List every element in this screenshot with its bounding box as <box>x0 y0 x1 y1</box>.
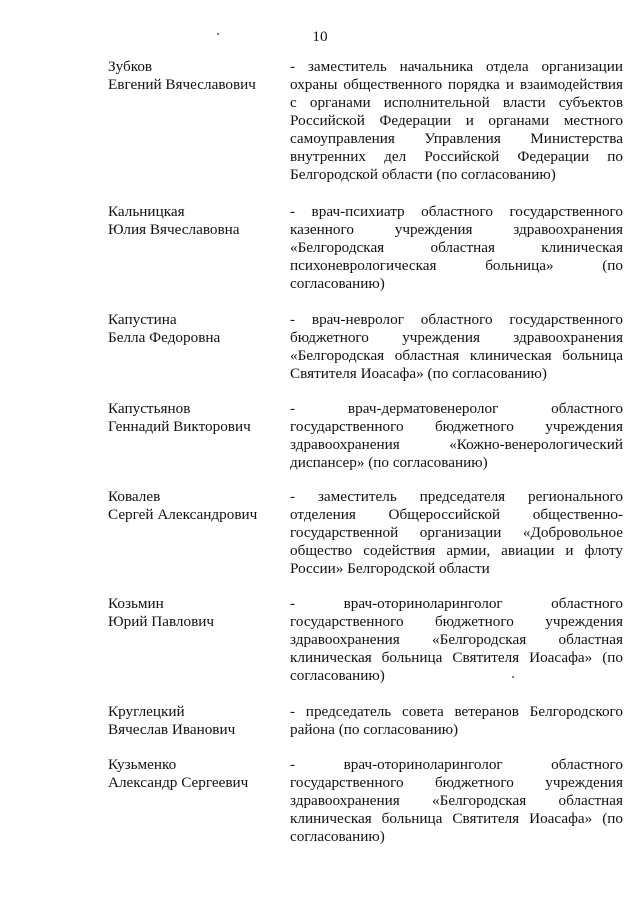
member-role-text: - врач-дерматовенеролог областного государственного бюджетного учреждения здравоохранения «Кожно-венерологический диспансер» (по согласованию) <box>290 400 623 471</box>
scan-speck <box>217 33 219 35</box>
member-surname: Кузьменко <box>108 756 177 773</box>
member-given-names: Юрий Павлович <box>108 613 215 630</box>
member-name <box>108 400 283 436</box>
member-surname: Капустьянов <box>108 400 191 417</box>
member-role-text: - председатель совета ветеранов Белгородского района (по согласованию) <box>290 703 623 738</box>
member-name <box>108 595 283 631</box>
member-role-text: - врач-оториноларинголог областного государственного бюджетного учреждения здравоохранения «Белгородская областная клиническая больница Святителя Иоасафа» (по согласованию) <box>290 595 623 684</box>
member-role <box>290 58 623 184</box>
scan-speck <box>512 676 514 678</box>
member-surname: Козьмин <box>108 595 164 612</box>
member-given-names: Александр Сергеевич <box>108 774 249 791</box>
member-surname: Ковалев <box>108 488 161 505</box>
member-name <box>108 203 283 239</box>
page-number: 10 <box>312 28 328 45</box>
member-role <box>290 595 623 685</box>
member-given-names: Юлия Вячеславовна <box>108 221 240 238</box>
member-surname: Зубков <box>108 58 153 75</box>
member-name <box>108 58 283 94</box>
member-surname: Круглецкий <box>108 703 185 720</box>
member-role <box>290 703 623 739</box>
member-name <box>108 703 283 739</box>
member-role-text: - заместитель председателя регионального отделения Общероссийской общественно-государственной организации «Добровольное общество содействия армии, авиации и флоту России» Белгородской области <box>290 488 623 577</box>
member-role <box>290 756 623 846</box>
member-given-names: Сергей Александрович <box>108 506 258 523</box>
member-name <box>108 311 283 347</box>
member-role <box>290 488 623 578</box>
member-role-text: - врач-невролог областного государственного бюджетного учреждения здравоохранения «Белгородская областная клиническая больница Святителя Иоасафа» (по согласованию) <box>290 311 623 382</box>
member-given-names: Евгений Вячеславович <box>108 76 256 93</box>
member-name <box>108 756 283 792</box>
member-role <box>290 400 623 472</box>
member-name <box>108 488 283 524</box>
member-surname: Кальницкая <box>108 203 185 220</box>
member-role-text: - врач-психиатр областного государственного казенного учреждения здравоохранения «Белгородская областная клиническая психоневрологическая больница» (по согласованию) <box>290 203 623 292</box>
member-role-text: - врач-оториноларинголог областного государственного бюджетного учреждения здравоохранения «Белгородская областная клиническая больница Святителя Иоасафа» (по согласованию) <box>290 756 623 845</box>
member-surname: Капустина <box>108 311 177 328</box>
member-role-text: - заместитель начальника отдела организации охраны общественного порядка и взаимодействия с органами исполнительной власти субъектов Российской Федерации и органами местного самоуправления Управления Министерства внутренних дел Российской Федерации по Белгородской области (по согласованию) <box>290 58 623 183</box>
member-given-names: Белла Федоровна <box>108 329 221 346</box>
member-given-names: Геннадий Викторович <box>108 418 251 435</box>
member-role <box>290 203 623 293</box>
member-given-names: Вячеслав Иванович <box>108 721 236 738</box>
member-role <box>290 311 623 383</box>
